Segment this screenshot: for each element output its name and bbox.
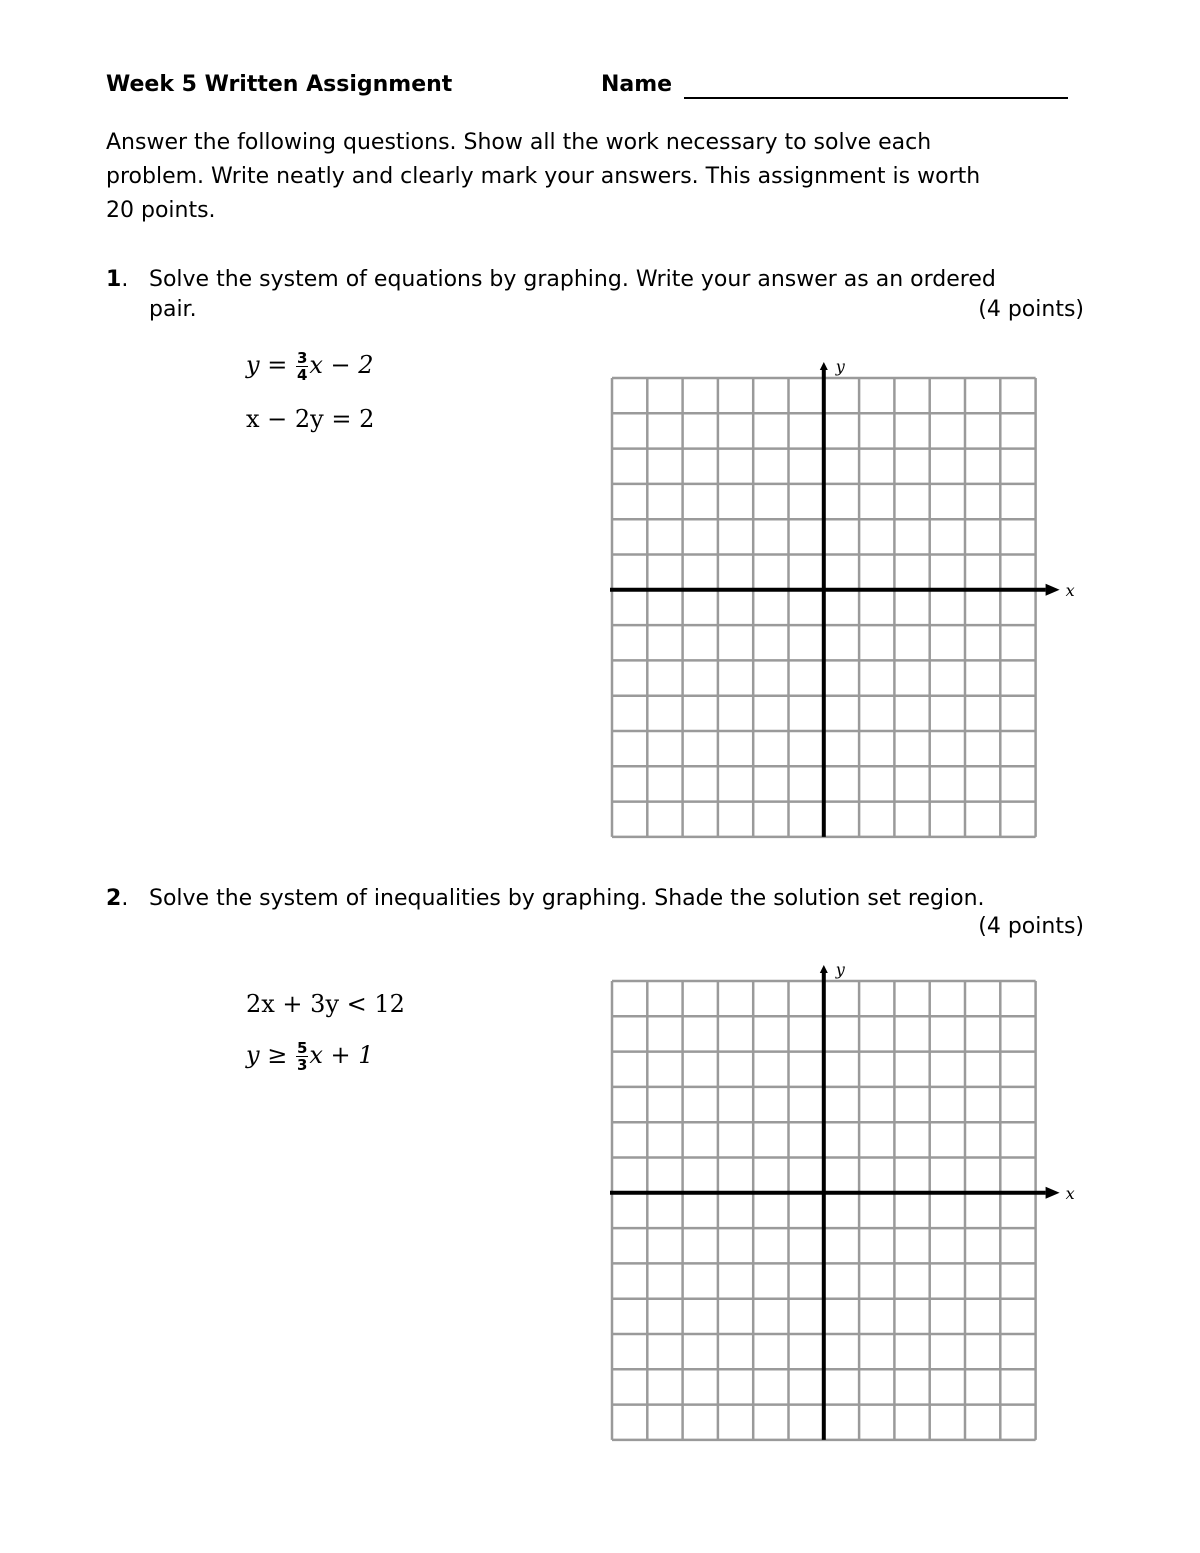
x-axis-arrow-icon xyxy=(1046,584,1060,596)
name-label: Name xyxy=(601,72,673,97)
x-axis-label: x xyxy=(1065,580,1075,600)
question-1-equation-1: y = $\frac{3}{4}$ x − 2 xyxy=(246,349,374,384)
y-axis-label: y xyxy=(835,960,845,979)
y-axis-arrow-icon xyxy=(820,362,828,370)
x-axis-label: x xyxy=(1065,1183,1075,1203)
question-1-text-line-1: Solve the system of equations by graphing. Write your answer as an ordered xyxy=(149,267,996,292)
question-2-graph-grid[interactable] xyxy=(600,955,1080,1445)
instructions-line-1: Answer the following questions. Show all the work necessary to solve each xyxy=(106,130,932,155)
question-2-text-line-1: Solve the system of inequalities by graphing. Shade the solution set region. xyxy=(149,886,985,911)
question-2-inequality-1: 2x + 3y < 12 xyxy=(246,990,405,1018)
question-2-number: 2. xyxy=(106,886,129,911)
question-2-points: (4 points) xyxy=(978,914,1084,939)
fraction: $\frac{3}{4}$ xyxy=(296,349,308,384)
question-2-inequality-2: y ≥ $\frac{5}{3}$ x + 1 xyxy=(246,1039,374,1074)
question-1-points: (4 points) xyxy=(978,297,1084,322)
question-1-number: 1. xyxy=(106,267,129,292)
y-axis-arrow-icon xyxy=(820,965,828,973)
name-field-line[interactable] xyxy=(684,97,1068,99)
x-axis-arrow-icon xyxy=(1046,1187,1060,1199)
question-1-graph-grid[interactable] xyxy=(600,352,1080,842)
instructions-line-3: 20 points. xyxy=(106,198,216,223)
y-axis-label: y xyxy=(835,357,845,376)
fraction: $\frac{5}{3}$ xyxy=(296,1039,308,1074)
question-1-text-line-2: pair. xyxy=(149,297,197,322)
instructions-line-2: problem. Write neatly and clearly mark your answers. This assignment is worth xyxy=(106,164,981,189)
question-1-equation-2: x − 2y = 2 xyxy=(246,405,375,433)
assignment-title: Week 5 Written Assignment xyxy=(106,72,453,97)
